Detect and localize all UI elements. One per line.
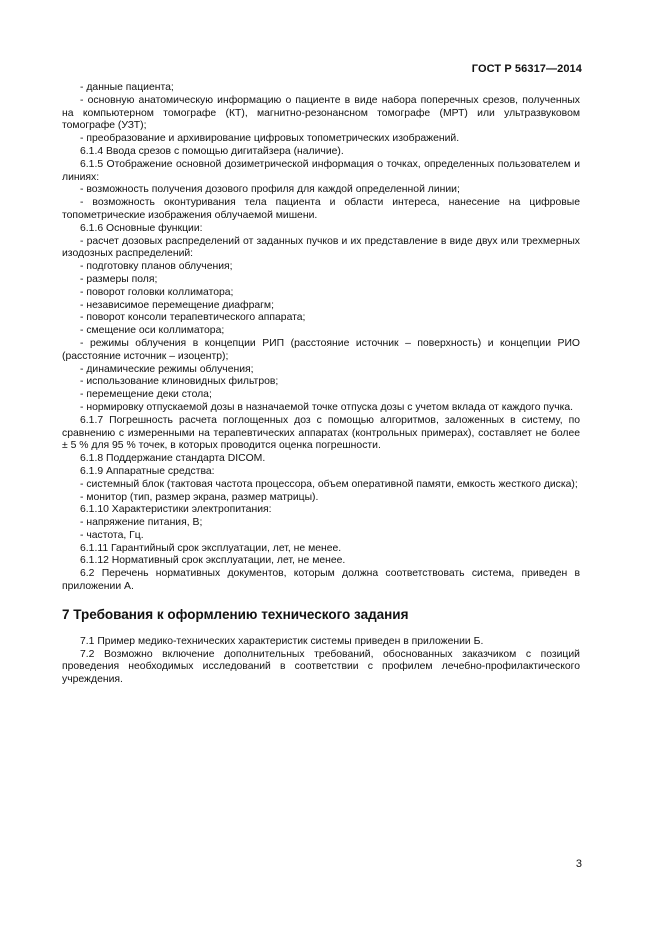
list-item: - перемещение деки стола;: [80, 389, 212, 401]
list-item: - поворот головки коллиматора;: [80, 286, 234, 298]
section-heading: 7 Требования к оформлению технического задания: [62, 606, 409, 622]
list-item: - нормировку отпускаемой дозы в назначаемой точке отпуска дозы с учетом вклада от каждого пучка.: [80, 401, 574, 413]
list-item: - напряжение питания, В;: [80, 517, 203, 529]
list-item: - подготовку планов облучения;: [80, 261, 233, 273]
clause-paragraph: 6.1.12 Нормативный срок эксплуатации, лет, не менее.: [80, 555, 346, 567]
clause-paragraph: 6.1.8 Поддержание стандарта DICOM.: [80, 453, 266, 465]
clause-paragraph: 6.1.5 Отображение основной дозиметрической информация о точках, определенных пользователем и линиях:: [62, 158, 580, 183]
list-item: - расчет дозовых распределений от заданных пучков и их представление в виде двух или трехмерных изодозных распределений:: [62, 235, 580, 260]
list-item: - использование клиновидных фильтров;: [80, 376, 279, 388]
list-item: - системный блок (тактовая частота процессора, объем оперативной памяти, емкость жесткого диска);: [80, 478, 578, 490]
list-item: - возможность получения дозового профиля для каждой определенной линии;: [80, 184, 460, 196]
document-body: [62, 82, 580, 687]
list-item: - возможность оконтуривания тела пациента и области интереса, нанесение на цифровые топометрические изображения облучаемой мишени.: [62, 197, 580, 221]
clause-paragraph: 6.1.11 Гарантийный срок эксплуатации, лет, не менее.: [80, 542, 342, 554]
list-item: - смещение оси коллиматора;: [80, 325, 225, 337]
clause-paragraph: 7.1 Пример медико-технических характеристик системы приведен в приложении Б.: [80, 635, 484, 647]
list-item: - режимы облучения в концепции РИП (расстояние источник – поверхность) и концепции РИО (расстояние источник – изоцентр);: [62, 337, 580, 362]
clause-paragraph: 6.1.4 Ввода срезов с помощью дигитайзера (наличие).: [80, 145, 344, 157]
page-number: 3: [575, 858, 582, 870]
clause-paragraph: 6.1.7 Погрешность расчета поглощенных доз с помощью алгоритмов, заложенных в систему, по сравнению с измеренными на терапевтических аппаратах (контрольных примерах), составляет не более ± 5 % для 95 % точек, в которых проводится оценка погрешности.: [62, 414, 580, 452]
list-item: - поворот консоли терапевтического аппарата;: [80, 312, 306, 324]
clause-paragraph: 6.1.9 Аппаратные средства:: [80, 465, 215, 477]
clause-paragraph: 6.1.6 Основные функции:: [80, 222, 203, 234]
list-item: - частота, Гц.: [80, 529, 144, 541]
list-item: - размеры поля;: [80, 273, 158, 285]
list-item: - независимое перемещение диафрагм;: [80, 299, 274, 311]
clause-paragraph: 6.2 Перечень нормативных документов, которым должна соответствовать система, приведен в приложении А.: [62, 568, 580, 593]
list-item: - монитор (тип, размер экрана, размер матрицы).: [80, 491, 319, 503]
list-item: - основную анатомическую информацию о пациенте в виде набора поперечных срезов, полученных на компьютерном томографе (КТ), магнитно-резонансном томографе (МРТ) или ультразвуковом томографе (УЗТ);: [62, 94, 580, 132]
clause-paragraph: 6.1.10 Характеристики электропитания:: [80, 504, 272, 516]
list-item: - преобразование и архивирование цифровых топометрических изображений.: [80, 133, 460, 145]
document-code-header: ГОСТ Р 56317—2014: [471, 63, 582, 75]
list-item: - данные пациента;: [80, 82, 174, 93]
clause-paragraph: 7.2 Возможно включение дополнительных требований, обоснованных заказчиком с позиций проведения необходимых исследований в соответствии с профилем лечебно-профилактического учреждения.: [62, 648, 580, 686]
list-item: - динамические режимы облучения;: [80, 363, 254, 375]
